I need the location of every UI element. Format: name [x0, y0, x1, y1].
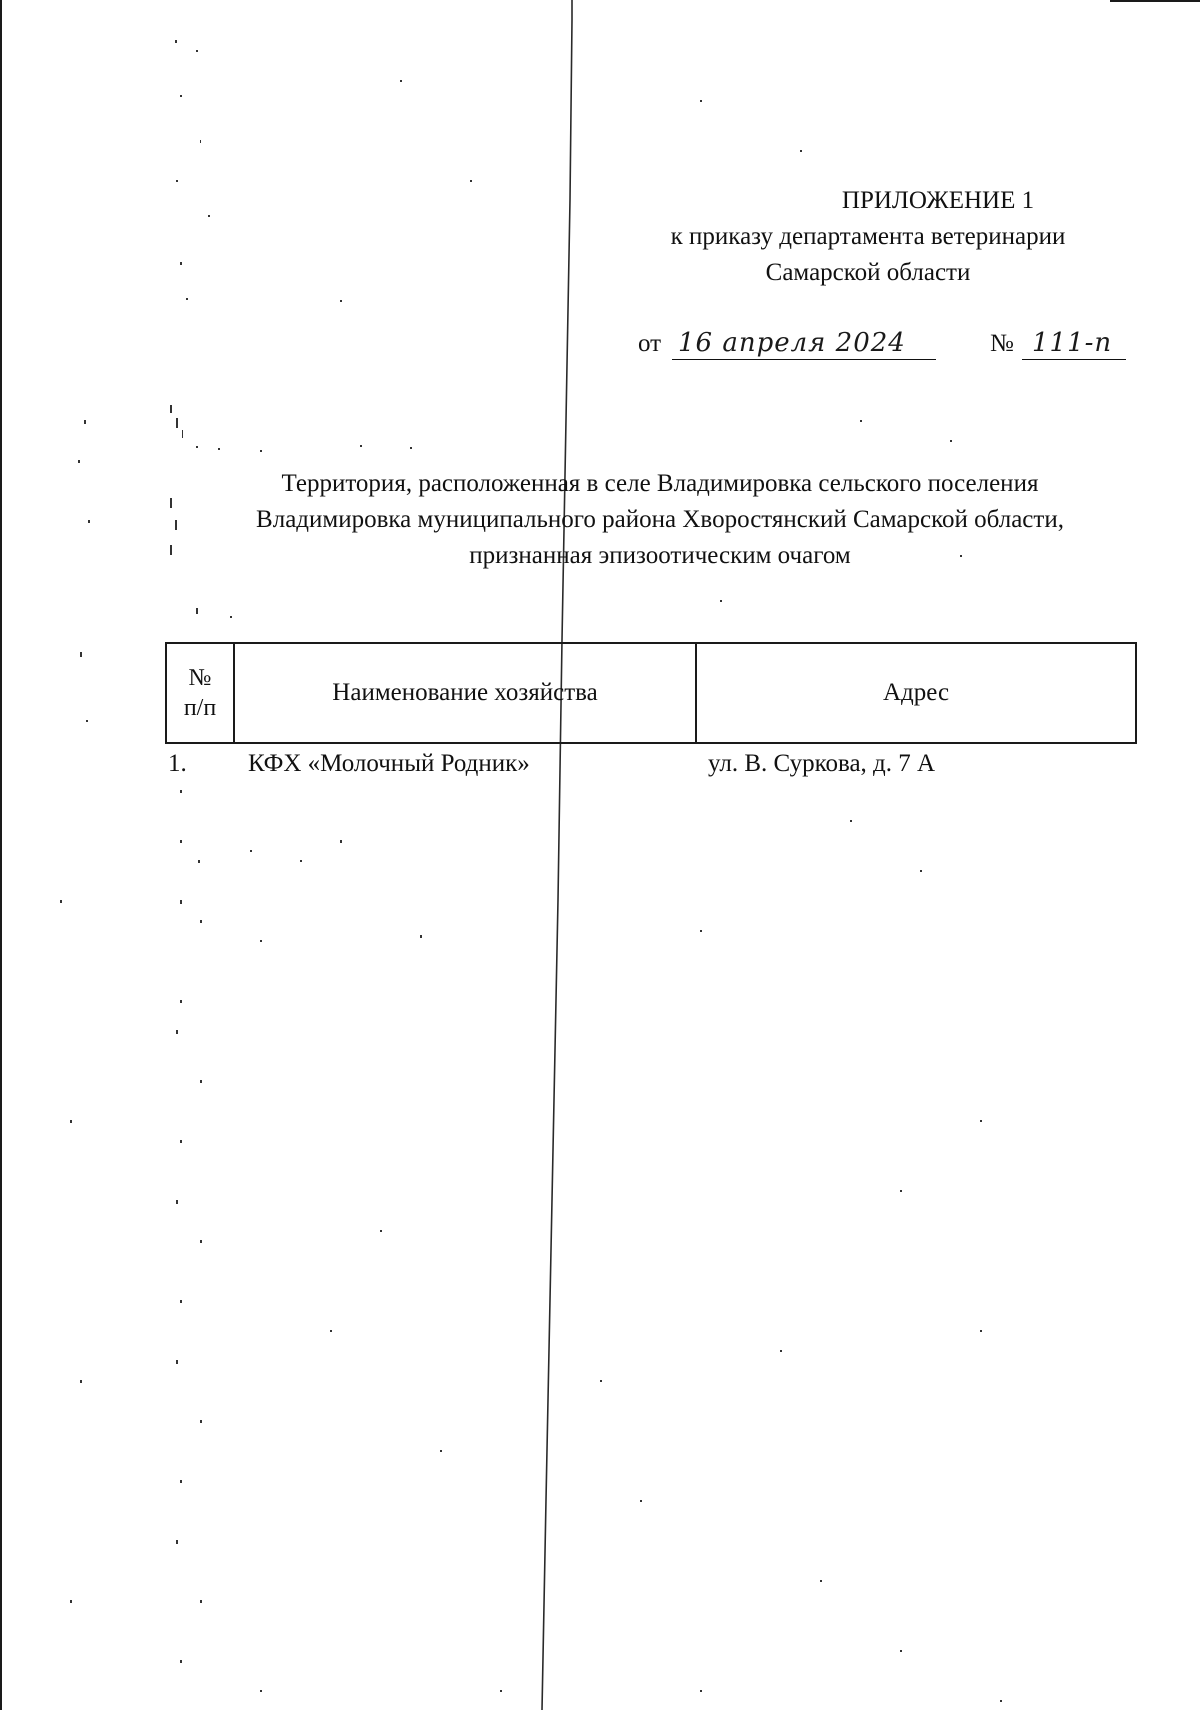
header-num — [166, 643, 234, 743]
number-prefix: № — [990, 330, 1014, 357]
order-date-number — [638, 322, 1128, 362]
header-num-line-2: п/п — [183, 695, 217, 721]
table-row — [166, 743, 1136, 794]
appendix-line-1: к приказу департамента ветеринарии — [670, 223, 1066, 250]
appendix-title: ПРИЛОЖЕНИЕ 1 — [841, 187, 1035, 214]
handwritten-number: 111-п — [1032, 328, 1113, 358]
row-num: 1. — [168, 750, 187, 777]
row-address: ул. В. Суркова, д. 7 А — [708, 750, 936, 777]
header-name: Наименование хозяйства — [234, 643, 696, 743]
scan-top-edge — [1110, 0, 1200, 2]
scan-left-edge — [0, 0, 2, 1710]
heading-line-1: Территория, расположенная в селе Владимировка сельского поселения — [281, 470, 1039, 497]
document-heading — [160, 466, 1160, 574]
date-underline — [672, 359, 936, 360]
handwritten-date: 16 апреля 2024 — [678, 328, 906, 358]
row-name: КФХ «Молочный Родник» — [248, 750, 530, 777]
appendix-block — [608, 183, 1128, 291]
farms-table — [165, 642, 1137, 794]
header-num-line-1: № — [188, 665, 212, 691]
heading-line-2: Владимировка муниципального района Хворостянский Самарской области, — [256, 506, 1064, 533]
header-address: Адрес — [696, 643, 1136, 743]
table-header-row — [166, 643, 1136, 743]
number-underline — [1022, 359, 1126, 360]
date-prefix: от — [638, 330, 662, 357]
heading-line-3: признанная эпизоотическим очагом — [469, 542, 851, 569]
appendix-line-2: Самарской области — [765, 259, 971, 286]
